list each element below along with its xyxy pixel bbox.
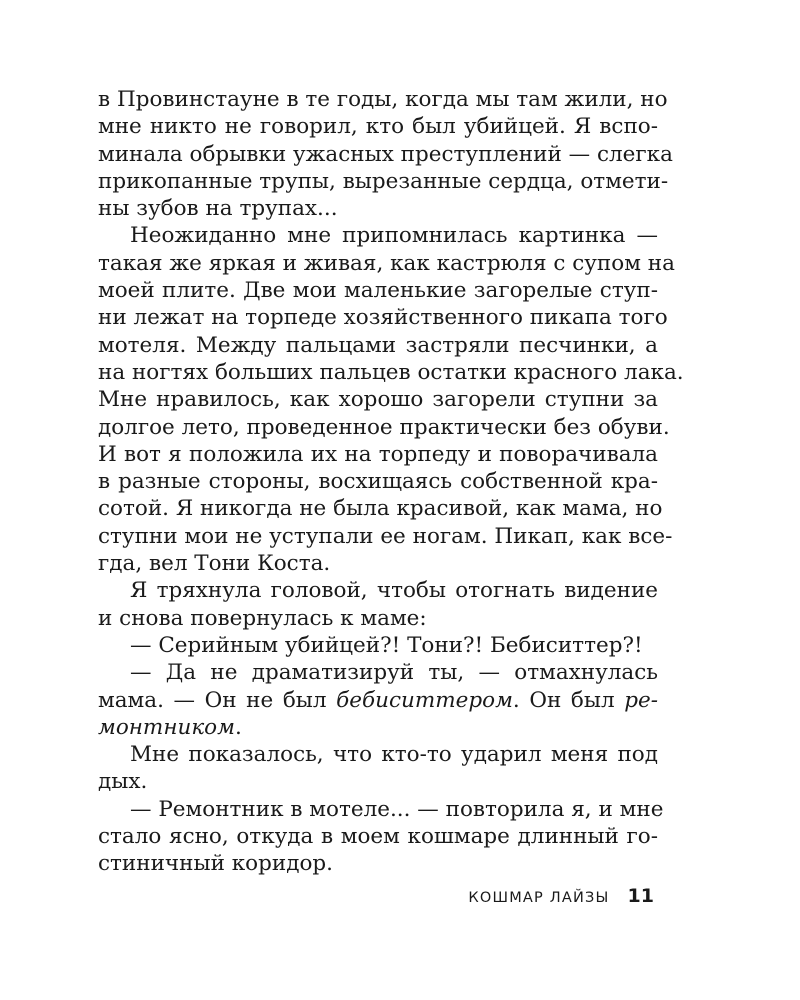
text-line: на ногтях больших пальцев остатки красного лака.	[98, 359, 684, 385]
page-number: 11	[627, 885, 654, 907]
text-line: сотой. Я никогда не была красивой, как мама, но	[98, 496, 663, 522]
italic-word: монтником	[98, 714, 235, 740]
text-line: Неожиданно мне припомнилась картинка —	[130, 223, 658, 249]
text-line: Мне показалось, что кто-то ударил меня под	[130, 742, 658, 768]
text-line: ны зубов на трупах...	[98, 196, 338, 222]
text-line: дых.	[98, 769, 148, 795]
text-line: стиничный коридор.	[98, 851, 333, 877]
text-line: мотеля. Между пальцами застряли песчинки, а	[98, 332, 658, 358]
italic-word: ре-	[624, 687, 658, 713]
text-line: такая же яркая и живая, как кастрюля с супом на	[98, 250, 675, 276]
text-line: Я тряхнула головой, чтобы отогнать видение	[130, 578, 658, 604]
dialogue-line: — Ремонтник в мотеле... — повторила я, и мне	[130, 796, 664, 822]
text-run: .	[234, 714, 242, 740]
text-line: в разные стороны, восхищаясь собственной кра-	[98, 469, 658, 495]
text-line: ступни мои не уступали ее ногам. Пикап, как все-	[98, 523, 673, 549]
dialogue-line: — Серийным убийцей?! Тони?! Бебиситтер?!	[130, 632, 643, 658]
text-line: минала обрывки ужасных преступлений — слегка	[98, 141, 673, 167]
text-line: ни лежат на торпеде хозяйственного пикапа того	[98, 305, 668, 331]
body-text	[98, 86, 684, 878]
dialogue-line	[98, 714, 658, 741]
text-line: Мне нравилось, как хорошо загорели ступни за	[98, 387, 658, 413]
text-line: стало ясно, откуда в моем кошмаре длинный го-	[98, 824, 658, 850]
text-line: и снова повернулась к маме:	[98, 605, 427, 631]
text-line: прикопанные трупы, вырезанные сердца, отмети-	[98, 168, 669, 194]
text-line: И вот я положила их на торпеду и поворачивала	[98, 441, 658, 467]
text-line: долгое лето, проведенное практически без обуви.	[98, 414, 670, 440]
italic-word: бебиситтером	[336, 687, 513, 713]
text-run: . Он был	[512, 687, 615, 713]
text-line: мне никто не говорил, кто был убийцей. Я вспо-	[98, 114, 658, 140]
dialogue-line: — Да не драматизируй ты, — отмахнулась	[130, 660, 658, 686]
text-line: гда, вел Тони Коста.	[98, 551, 331, 577]
text-line: в Провинстауне в те годы, когда мы там жили, но	[98, 87, 668, 112]
page-footer	[468, 885, 654, 907]
text-run: мама. — Он не был	[98, 687, 327, 713]
dialogue-line	[98, 687, 658, 714]
running-head: КОШМАР ЛАЙЗЫ	[468, 890, 610, 906]
text-line: моей плите. Две мои маленькие загорелые ступ-	[98, 278, 658, 304]
